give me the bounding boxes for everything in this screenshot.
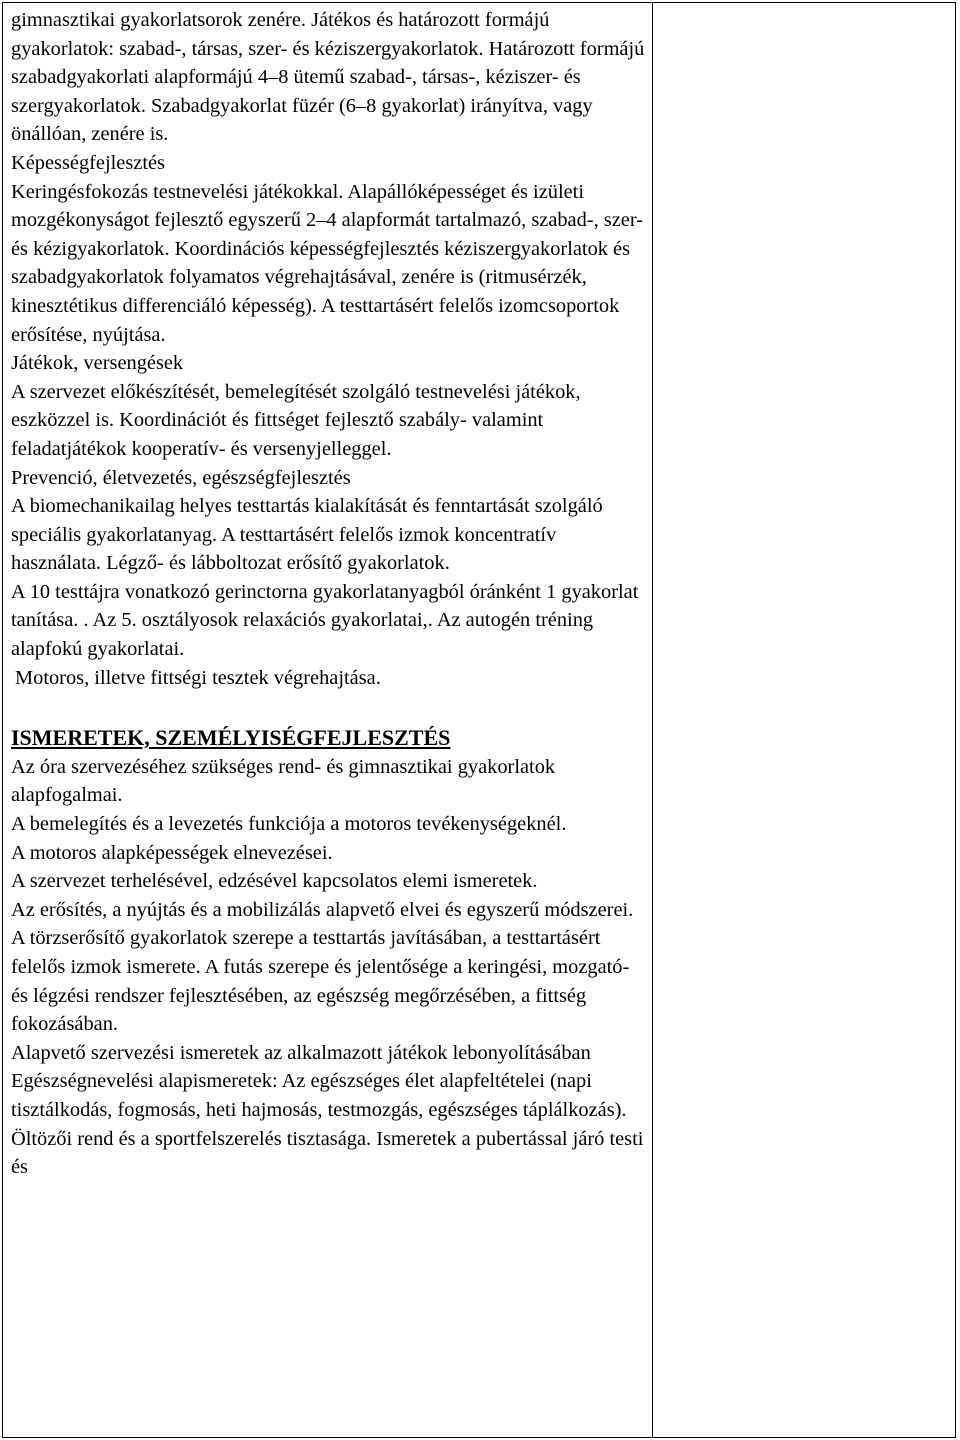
section-title: ISMERETEK, SZEMÉLYISÉGFEJLESZTÉS [11, 725, 451, 751]
paragraph: A törzserősítő gyakorlatok szerepe a testtartás javításában, a testtartásért felelős izmok ismerete. A futás szerepe és jelentősége a keringési, mozgató- és légzési rendszer fejlesztésében, az egészség megőrzésében, a fittség fokozásában. [11, 927, 630, 1036]
paragraph: Egészségnevelési alapismeretek: Az egészséges élet alapfeltételei (napi tisztálkodás, fogmosás, heti hajmosás, testmozgás, egészséges táplálkozás). Öltözői rend és a sportfelszerelés tisztasága. Ismeretek a pubertással járó testi és [11, 1070, 644, 1179]
paragraph: Az óra szervezéséhez szükséges rend- és gimnasztikai gyakorlatok alapfogalmai. [11, 755, 556, 807]
main-content-cell [3, 3, 653, 1438]
paragraph: A szervezet előkészítését, bemelegítését szolgáló testnevelési játékok, eszközzel is. Koordinációt és fittséget fejlesztő szabály- valamint feladatjátékok kooperatív- és versenyjelleggel. [11, 380, 581, 460]
spacer [11, 692, 646, 722]
paragraph: Alapvető szervezési ismeretek az alkalmazott játékok lebonyolításában [11, 1041, 591, 1064]
paragraph: Motoros, illetve fittségi tesztek végrehajtása. [15, 666, 381, 689]
paragraph: A 10 testtájra vonatkozó gerinctorna gyakorlatanyagból óránként 1 gyakorlat tanítása. . Az 5. osztályosok relaxációs gyakorlatai,. Az autogén tréning alapfokú gyakorlatai. [11, 580, 639, 661]
paragraph: A biomechanikailag helyes testtartás kialakítását és fenntartását szolgáló speciális gyakorlatanyag. A testtartásért felelős izmok koncentratív használata. Légző- és lábboltozat erősítő gyakorlatok. [11, 495, 603, 575]
table-row [3, 3, 956, 1438]
paragraph: gimnasztikai gyakorlatsorok zenére. Játékos és határozott formájú gyakorlatok: szabad-, társas, szer- és kéziszergyakorlatok. Határozott formájú szabadgyakorlati alapformájú 4–8 ütemű szabad-, társas-, kéziszer- és szergyakorlatok. Szabadgyakorlat füzér (6–8 gyakorlat) irányítva, vagy önállóan, zenére is. [11, 9, 645, 146]
paragraph: Keringésfokozás testnevelési játékokkal. Alapállóképességet és izületi mozgékonyságot fejlesztő egyszerű 2–4 alapformát tartalmazó, szabad-, szer- és kézigyakorlatok. Koordinációs képességfejlesztés kéziszergyakorlatok és szabadgyakorlatok folyamatos végrehajtásával, zenére is (ritmusérzék, kinesztétikus differenciáló képesség). A testtartásért felelős izomcsoportok erősítése, nyújtása. [11, 180, 643, 346]
paragraph: Az erősítés, a nyújtás és a mobilizálás alapvető elvei és egyszerű módszerei. [11, 898, 634, 921]
side-cell [653, 3, 956, 1438]
paragraph: A szervezet terhelésével, edzésével kapcsolatos elemi ismeretek. [11, 870, 538, 893]
paragraph: A motoros alapképességek elnevezései. [11, 841, 333, 864]
subheading-jatekok: Játékok, versengések [11, 352, 184, 375]
subheading-kepessegfejlesztes: Képességfejlesztés [11, 151, 165, 174]
content-table [2, 2, 956, 1438]
paragraph: A bemelegítés és a levezetés funkciója a motoros tevékenységeknél. [11, 813, 567, 836]
subheading-prevencio: Prevenció, életvezetés, egészségfejlesztés [11, 466, 351, 489]
